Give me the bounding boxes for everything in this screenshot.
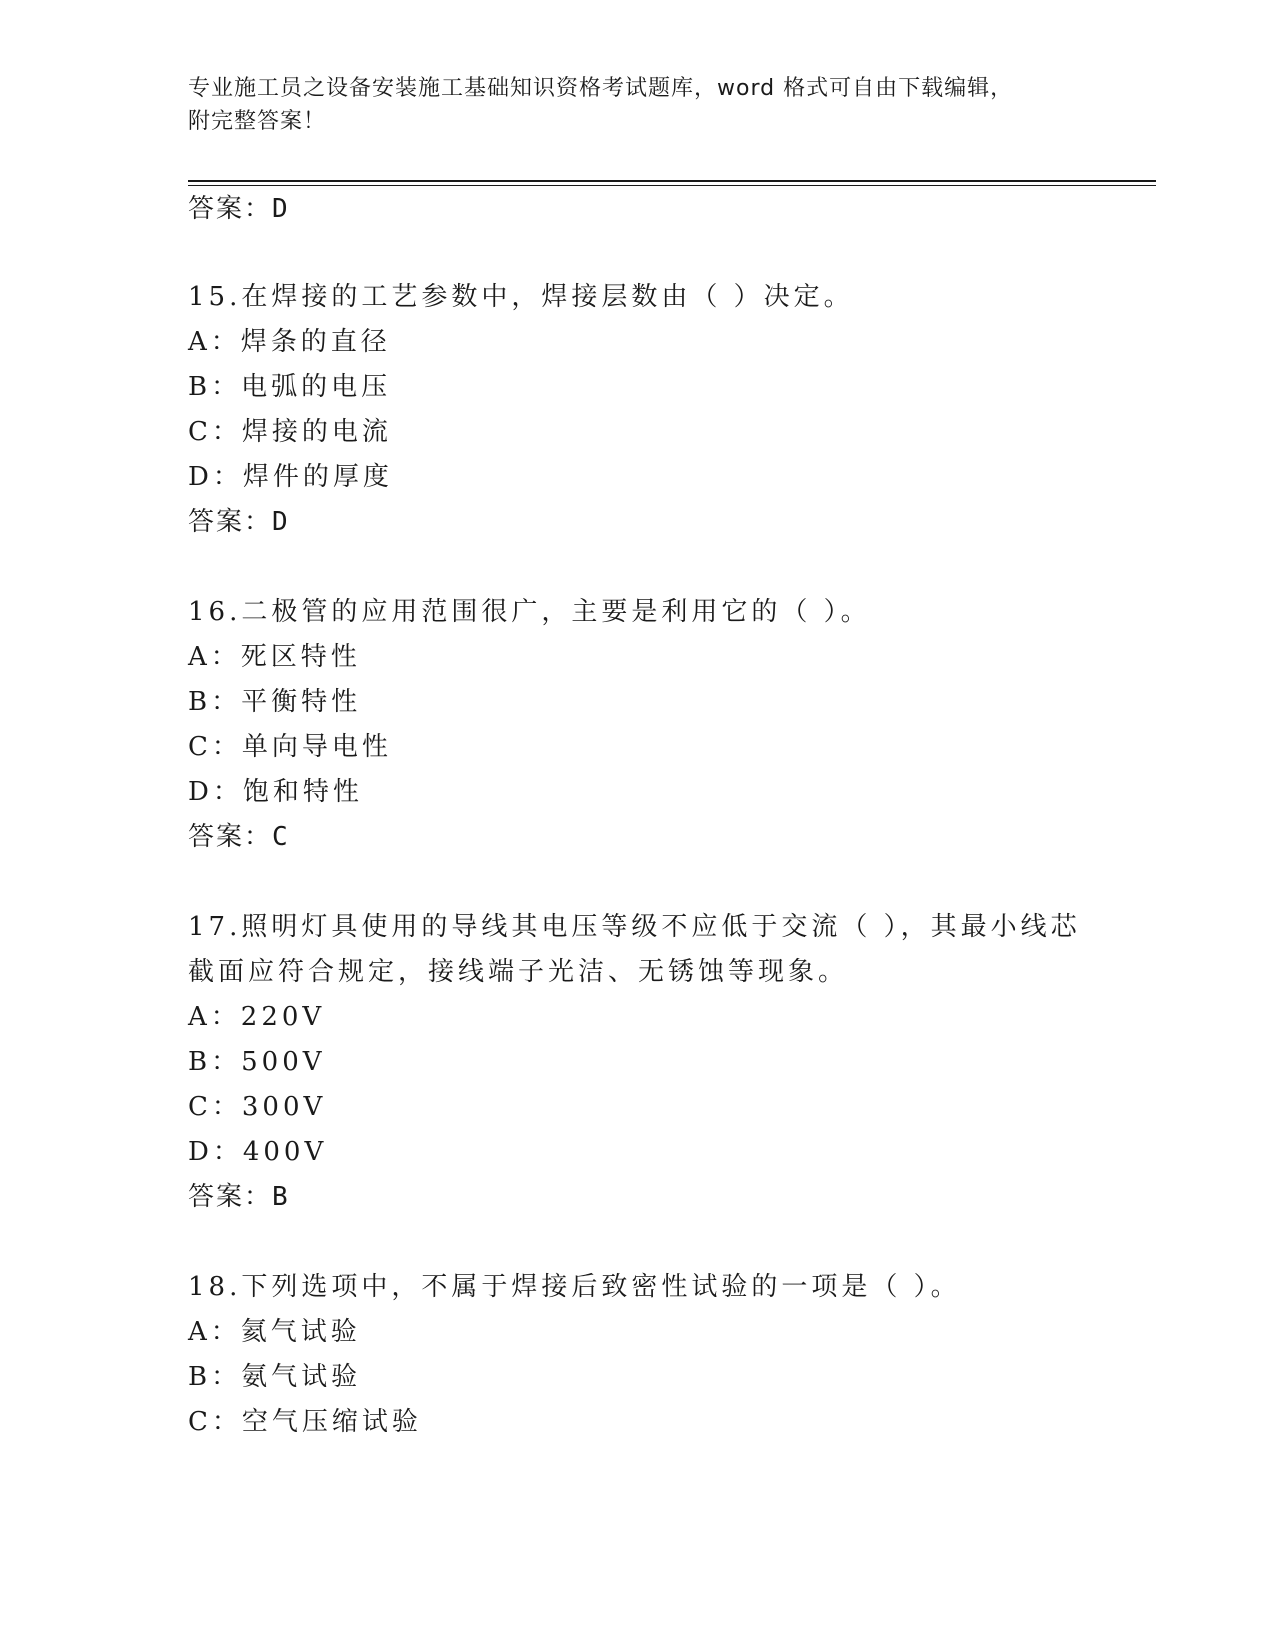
question-17-stem-line-2: 截面应符合规定，接线端子光洁、无锈蚀等现象。 <box>188 957 849 987</box>
answer-line-prev <box>188 192 290 226</box>
question-18-option-b: B：氨气试验 <box>188 1362 362 1392</box>
question-17-option-c: C：300V <box>188 1092 327 1122</box>
document-header <box>188 72 1068 138</box>
question-17-option-b: B：500V <box>188 1047 326 1077</box>
answer-value: C <box>272 822 290 852</box>
question-18-option-a: A：氦气试验 <box>188 1317 361 1347</box>
header-line-1: 专业施工员之设备安装施工基础知识资格考试题库，word 格式可自由下载编辑， <box>188 76 1014 101</box>
question-16-option-b: B：平衡特性 <box>188 687 362 717</box>
question-18-stem: 18.下列选项中，不属于焊接后致密性试验的一项是（ ）。 <box>188 1272 961 1302</box>
answer-line-16 <box>188 820 290 854</box>
question-17-option-d: D：400V <box>188 1137 328 1167</box>
answer-label: 答案： <box>188 1182 273 1212</box>
question-16-stem: 16.二极管的应用范围很广，主要是利用它的（ ）。 <box>188 597 871 627</box>
question-16-option-d: D：饱和特性 <box>188 777 363 807</box>
question-15-option-c: C：焊接的电流 <box>188 417 392 447</box>
question-17-stem-line-1: 17.照明灯具使用的导线其电压等级不应低于交流（ ），其最小线芯 <box>188 912 1081 942</box>
answer-value: D <box>272 194 290 224</box>
answer-label: 答案： <box>188 507 273 537</box>
question-15-stem: 15.在焊接的工艺参数中，焊接层数由（ ）决定。 <box>188 282 854 312</box>
question-17-option-a: A：220V <box>188 1002 326 1032</box>
answer-line-17 <box>188 1180 290 1214</box>
question-16-option-c: C：单向导电性 <box>188 732 392 762</box>
header-divider-thin <box>188 185 1156 186</box>
header-divider-thick <box>188 180 1156 182</box>
answer-value: B <box>272 1182 290 1212</box>
question-18-option-c: C：空气压缩试验 <box>188 1407 422 1437</box>
question-15-option-b: B：电弧的电压 <box>188 372 392 402</box>
answer-label: 答案： <box>188 822 273 852</box>
question-15-option-a: A：焊条的直径 <box>188 327 391 357</box>
answer-label: 答案： <box>188 194 273 224</box>
header-line-2: 附完整答案！ <box>188 109 327 134</box>
question-15-option-d: D：焊件的厚度 <box>188 462 393 492</box>
question-16-option-a: A：死区特性 <box>188 642 361 672</box>
answer-value: D <box>272 507 290 537</box>
answer-line-15 <box>188 505 290 539</box>
